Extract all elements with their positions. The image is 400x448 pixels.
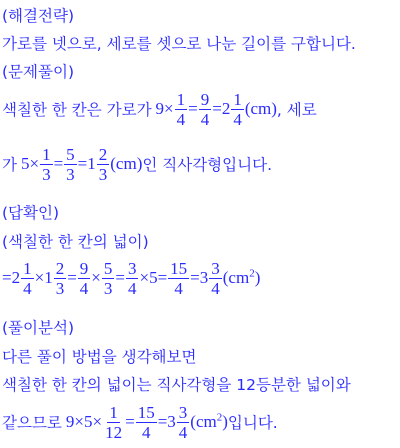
times-sign: ×	[139, 268, 150, 287]
equals-sign: =	[53, 154, 64, 173]
mixed-number: 2 $\frac{1}{4}$	[11, 258, 32, 298]
mixed-number: 3 $\frac{3}{4}$	[199, 258, 220, 298]
fraction: $\frac{9}{4}$	[79, 258, 89, 298]
solution-line1-prefix: 색칠한 한 칸은 가로가	[2, 101, 152, 119]
solution-line-1	[2, 90, 317, 128]
factor: 9	[65, 412, 75, 431]
height-base: 5	[20, 154, 30, 173]
analysis-expression	[66, 404, 228, 441]
analysis-line-2: 색칠한 한 칸의 넓이는 직사각형을 12등분한 넓이와	[2, 376, 351, 394]
times-sign: ×	[74, 412, 84, 431]
times-sign: ×	[29, 154, 40, 173]
fraction: $\frac{3}{4}$	[127, 258, 137, 298]
equals-sign: =	[77, 154, 88, 173]
fraction: $\frac{9}{4}$	[200, 89, 210, 129]
equals-sign: =	[190, 268, 200, 287]
fraction: $\frac{5}{3}$	[66, 144, 75, 184]
multiplier: 5	[149, 268, 158, 287]
equals-sign: =	[67, 268, 77, 287]
unit-cm: (cm)	[110, 154, 143, 173]
analysis-line3-prefix: 같으므로	[2, 414, 62, 432]
equals-sign: =	[115, 268, 125, 287]
section-heading-solution: (문제풀이)	[2, 63, 74, 81]
width-base: 9	[155, 99, 165, 118]
solution-line2-prefix: 가	[2, 156, 17, 174]
times-sign: ×	[34, 268, 45, 287]
analysis-line-3	[2, 402, 278, 442]
fraction: $\frac{15}{4}$	[170, 258, 188, 298]
analysis-line-1: 다른 풀이 방법을 생각해보면	[2, 348, 197, 366]
section-heading-check: (답확인)	[2, 204, 60, 222]
solution-line-2	[2, 145, 272, 183]
times-sign: ×	[91, 268, 101, 287]
solution-line2-suffix: 인 직사각형입니다.	[142, 156, 272, 174]
equals-sign: =	[157, 412, 168, 431]
fraction: $\frac{1}{4}$	[176, 89, 186, 129]
unit-cm2: $(cm^2)$	[190, 411, 228, 431]
section-heading-strategy: (해결전략)	[2, 7, 74, 25]
check-subtitle: (색칠한 한 칸의 넓이)	[2, 233, 149, 251]
equals-sign: =	[188, 99, 198, 118]
fraction: $\frac{1}{3}$	[42, 144, 51, 184]
equals-sign: =	[2, 268, 12, 287]
height-expression	[21, 146, 142, 183]
fraction: $\frac{15}{4}$	[137, 402, 155, 442]
times-sign: ×	[92, 412, 103, 431]
unit-cm2: $(cm^2)$	[222, 267, 261, 287]
solution-line1-suffix: , 세로	[276, 101, 317, 119]
mixed-number: 1 $\frac{2}{3}$	[87, 144, 108, 184]
factor: 5	[84, 412, 93, 431]
check-equation	[2, 258, 260, 298]
unit-cm: (cm)	[244, 99, 277, 118]
strategy-text: 가로를 넷으로, 세로를 셋으로 나눈 길이를 구합니다.	[2, 35, 356, 53]
times-sign: ×	[164, 99, 174, 118]
mixed-number: 2 $\frac{1}{4}$	[221, 89, 242, 129]
fraction: $\frac{5}{3}$	[103, 258, 113, 298]
width-expression	[156, 91, 277, 128]
mixed-number: 3 $\frac{3}{4}$	[167, 402, 188, 442]
mixed-number: 1 $\frac{2}{3}$	[44, 258, 65, 298]
section-heading-analysis: (풀이분석)	[2, 319, 74, 337]
equals-sign: =	[157, 268, 168, 287]
fraction: $\frac{1}{12}$	[105, 402, 123, 442]
equals-sign: =	[125, 412, 135, 431]
analysis-suffix: 입니다.	[227, 414, 278, 432]
equals-sign: =	[212, 99, 222, 118]
